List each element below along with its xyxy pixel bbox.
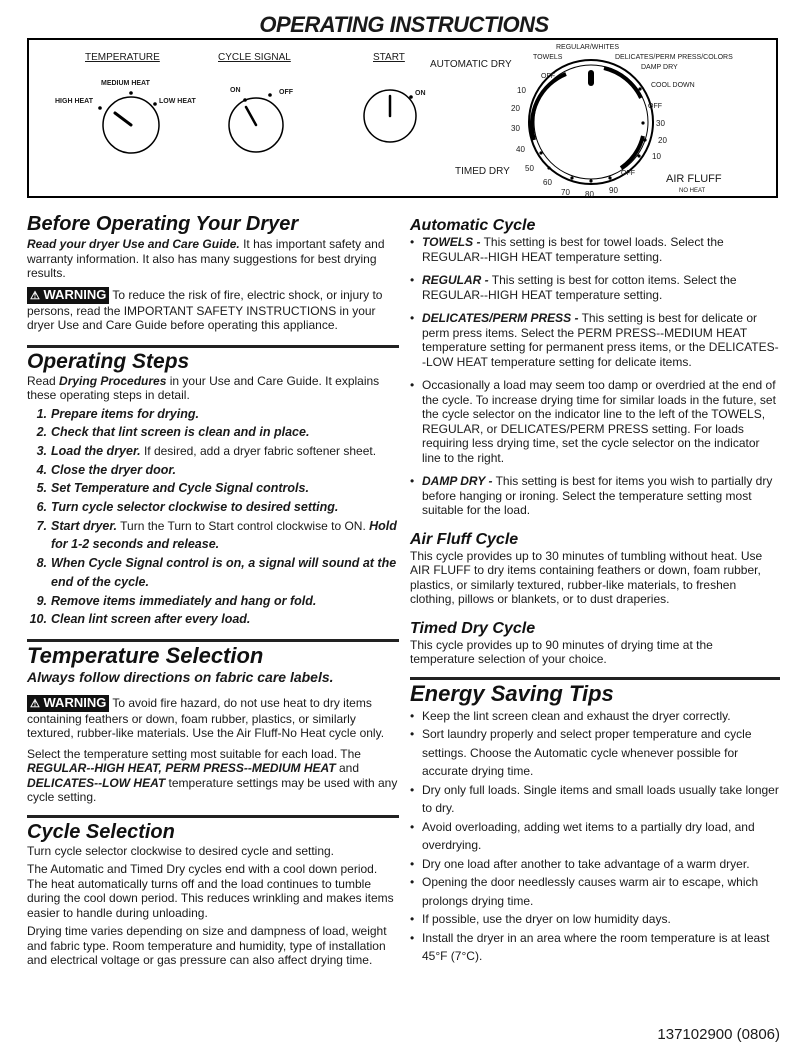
list-item: • Dry one load after another to take advantage of a warm dryer. xyxy=(410,855,780,874)
right-column xyxy=(410,216,780,966)
temperature-subheading: Always follow directions on fabric care labels. xyxy=(27,668,334,685)
temperature-heading: Temperature Selection xyxy=(27,642,264,668)
cycle-signal-label: CYCLE SIGNAL xyxy=(218,52,291,63)
off-label-right: OFF xyxy=(648,103,662,110)
fluff-tick-20: 20 xyxy=(658,136,667,145)
step-item: 1. Prepare items for drying. xyxy=(36,406,199,421)
temperature-paragraph: Select the temperature setting most suitable for each load. The REGULAR--HIGH HEAT, PERM PRESS--MEDIUM HEAT and DELICATES--LOW HEAT temperature settings may be used with any cycle setting. xyxy=(27,746,398,805)
start-knob xyxy=(364,90,416,142)
list-item: • Dry only full loads. Single items and small loads usually take longer to dry. xyxy=(410,781,780,818)
no-heat-label: NO HEAT xyxy=(679,188,706,194)
air-fluff-paragraph: This cycle provides up to 30 minutes of tumbling without heat. Use AIR FLUFF to dry items containing feathers or down, foam rubber, plastics, or similarly textured, rubber-like materials, to freshen clothing, pillows or blankets, or to dust draperies. xyxy=(410,548,763,606)
step-item: 9. Remove items immediately and hang or fold. xyxy=(36,593,317,608)
delicates-label: DELICATES/PERM PRESS/COLORS xyxy=(615,54,733,61)
automatic-heading: Automatic Cycle xyxy=(410,217,536,234)
timed-dry-label: TIMED DRY xyxy=(455,166,510,177)
step-item: 2. Check that lint screen is clean and in place. xyxy=(36,425,310,440)
control-panel-diagram xyxy=(27,38,778,198)
list-item: • DAMP DRY - This setting is best for items you wish to partially dry before hanging or ironing. Select the temperature setting most suitable for the load. xyxy=(410,474,780,518)
low-heat-label: LOW HEAT xyxy=(159,98,196,105)
temperature-label: TEMPERATURE xyxy=(85,52,160,63)
list-item: • Install the dryer in an area where the room temperature is at least 45°F (7°C). xyxy=(410,929,780,966)
list-item: • REGULAR - This setting is best for cotton items. Select the REGULAR--HIGH HEAT temperature setting. xyxy=(410,273,780,302)
document-number: 137102900 (0806) xyxy=(657,1026,780,1043)
section-divider xyxy=(27,815,399,818)
step-item: 8. When Cycle Signal control is on, a signal will sound at the end of the cycle. xyxy=(36,556,397,589)
steps-heading: Operating Steps xyxy=(27,349,190,373)
damp-dry-label: DAMP DRY xyxy=(641,64,678,71)
list-item: • Occasionally a load may seem too damp or overdried at the end of the cycle. To increase drying time for similar loads in the future, set the cycle selector on the indicator line to the left of the TOWELS, REGULAR, or DELICATES/PERM PRESS setting. For loads requiring less drying time, set the cycle selector on the indicator line to the right. xyxy=(410,378,780,465)
warning-badge: ⚠ WARNING xyxy=(27,287,109,304)
section-divider xyxy=(27,345,399,348)
energy-heading: Energy Saving Tips xyxy=(410,680,614,706)
step-item: 3. Load the dryer. If desired, add a dryer fabric softener sheet. xyxy=(36,443,377,458)
high-heat-label: HIGH HEAT xyxy=(55,98,93,105)
temperature-knob xyxy=(98,91,159,153)
step-item: 10. Clean lint screen after every load. xyxy=(29,612,251,627)
list-item: • Keep the lint screen clean and exhaust the dryer correctly. xyxy=(410,707,780,726)
list-item: • TOWELS - This setting is best for towel loads. Select the REGULAR--HIGH HEAT temperature setting. xyxy=(410,235,780,264)
regular-whites-label: REGULAR/WHITES xyxy=(556,44,620,51)
temperature-warning: ⚠ WARNING To avoid fire hazard, do not use heat to dry items containing feathers or down, foam rubber, plastics, or similarly textured, rubber-like materials. Use the Air Fluff-No Heat cycle only. xyxy=(27,694,385,741)
fluff-tick-10: 10 xyxy=(652,152,661,161)
timed-tick-10: 10 xyxy=(517,86,526,95)
timed-tick-30: 30 xyxy=(511,124,520,133)
timed-tick-50: 50 xyxy=(525,164,534,173)
air-fluff-label: AIR FLUFF xyxy=(666,173,722,185)
cycle-paragraph-3: Drying time varies depending on size and dampness of load, weight and fabric type. Room temperature and humidity, type of installation and electrical voltage or gas pressure can also affect drying time. xyxy=(27,924,387,968)
start-on: ON xyxy=(415,90,426,97)
before-paragraph: Read your dryer Use and Care Guide. It has important safety and warranty information. It also has many suggestions for best drying results. xyxy=(27,237,385,280)
warning-icon: ⚠ xyxy=(30,289,40,302)
operating-steps-list xyxy=(27,405,399,629)
cycle-signal-off: OFF xyxy=(279,89,293,96)
steps-intro: Read Drying Procedures in your Use and Care Guide. It explains these operating steps in detail. xyxy=(27,373,380,402)
fluff-tick-30: 30 xyxy=(656,119,665,128)
start-label: START xyxy=(373,52,405,63)
before-heading: Before Operating Your Dryer xyxy=(27,213,299,235)
section-divider xyxy=(410,677,780,680)
list-item: • Sort laundry properly and select proper temperature and cycle settings. Choose the Automatic cycle whenever possible for accurate drying time. xyxy=(410,725,780,781)
warning-icon: ⚠ xyxy=(30,697,40,710)
automatic-cycle-list xyxy=(410,235,780,518)
step-item: 7. Start dryer. Turn the Turn to Start control clockwise to ON. Hold for 1-2 seconds and release. xyxy=(36,518,397,552)
timed-tick-90: 90 xyxy=(609,186,618,195)
page-title: OPERATING INSTRUCTIONS xyxy=(259,12,549,37)
timed-tick-20: 20 xyxy=(511,104,520,113)
section-divider xyxy=(27,639,399,642)
timed-tick-70: 70 xyxy=(561,188,570,197)
automatic-dry-label: AUTOMATIC DRY xyxy=(430,59,512,70)
timed-tick-80: 80 xyxy=(585,190,594,199)
off-label-bottom: OFF xyxy=(621,170,635,177)
timed-dry-heading: Timed Dry Cycle xyxy=(410,619,536,637)
timed-dry-paragraph: This cycle provides up to 90 minutes of drying time at the temperature selection of your choice. xyxy=(410,637,713,666)
list-item: • Avoid overloading, adding wet items to a partially dry load, and overdrying. xyxy=(410,818,780,855)
air-fluff-heading: Air Fluff Cycle xyxy=(410,530,519,548)
towels-label: TOWELS xyxy=(533,54,563,61)
cycle-signal-on: ON xyxy=(230,87,241,94)
cycle-paragraph-2: The Automatic and Timed Dry cycles end with a cool down period. The heat automatically turns off and the load continues to tumble during the cool down period. This reduces wrinkling and makes items easier to handle during unloading. xyxy=(27,862,394,920)
list-item: • Opening the door needlessly causes warm air to escape, which prolongs drying time. xyxy=(410,873,780,910)
energy-tips-list xyxy=(410,707,780,966)
list-item: • DELICATES/PERM PRESS - This setting is best for delicate or perm press items. Select the PERM PRESS--MEDIUM HEAT temperature setting for permanent press items, or the DELICATES--LOW HEAT temperature setting for delicate items. xyxy=(410,311,780,369)
timed-tick-60: 60 xyxy=(543,178,552,187)
step-item: 4. Close the dryer door. xyxy=(36,462,177,477)
timed-tick-40: 40 xyxy=(516,145,525,154)
step-item: 6. Turn cycle selector clockwise to desired setting. xyxy=(36,500,339,515)
medium-heat-label: MEDIUM HEAT xyxy=(101,80,150,87)
before-warning: ⚠ WARNING To reduce the risk of fire, electric shock, or injury to persons, read the IMPORTANT SAFETY INSTRUCTIONS in your dryer Use and Care Guide before operating this appliance. xyxy=(27,286,383,332)
cycle-paragraph-1: Turn cycle selector clockwise to desired cycle and setting. xyxy=(27,843,335,858)
cycle-signal-knob xyxy=(229,93,283,152)
warning-badge: ⚠ WARNING xyxy=(27,695,109,712)
off-label-top: OFF xyxy=(541,73,555,80)
step-item: 5. Set Temperature and Cycle Signal controls. xyxy=(36,481,309,496)
list-item: • If possible, use the dryer on low humidity days. xyxy=(410,910,780,929)
cool-down-label: COOL DOWN xyxy=(651,82,695,89)
cycle-heading: Cycle Selection xyxy=(27,820,175,843)
left-column xyxy=(27,212,399,968)
